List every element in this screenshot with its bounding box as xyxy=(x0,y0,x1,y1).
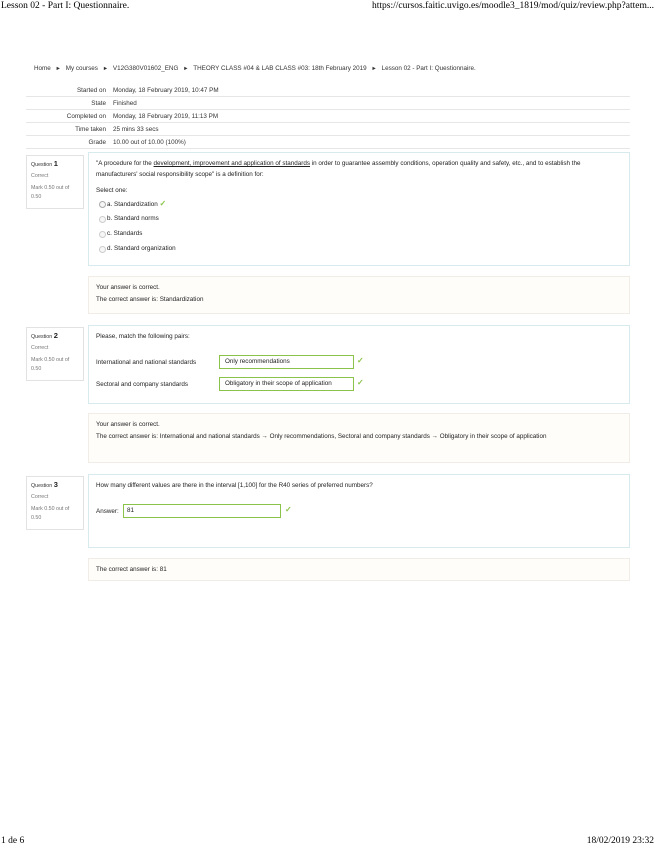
feedback-line: Your answer is correct. xyxy=(96,421,160,428)
print-datetime: 18/02/2019 23:32 xyxy=(586,836,654,846)
summary-row xyxy=(26,136,630,149)
breadcrumb-quiz[interactable]: Lesson 02 - Part I: Questionnaire. xyxy=(381,65,476,72)
summary-key: Time taken xyxy=(26,123,113,136)
summary-row xyxy=(26,110,630,123)
match-left: Sectoral and company standards xyxy=(96,381,189,388)
match-pair-row xyxy=(89,353,629,375)
summary-row xyxy=(26,97,630,110)
question-mark: Mark 0.50 out of 0.50 xyxy=(31,357,70,372)
question-number xyxy=(31,331,79,340)
print-page-title: Lesson 02 - Part I: Questionnaire. xyxy=(1,1,130,11)
answer-option-a[interactable] xyxy=(89,196,629,211)
triangle-right-icon: ► xyxy=(371,66,377,72)
answer-input[interactable]: 81 xyxy=(123,504,281,518)
check-icon: ✓ xyxy=(285,505,292,514)
check-icon: ✓ xyxy=(159,199,167,208)
question-text: Please, match the following pairs: xyxy=(96,333,190,340)
answer-row xyxy=(89,502,629,524)
question-1-content xyxy=(88,152,630,266)
breadcrumb-home[interactable]: Home xyxy=(34,65,51,72)
answer-label: Answer: xyxy=(96,508,119,515)
match-select[interactable]: Obligatory in their scope of application xyxy=(219,377,354,391)
question-label: Question xyxy=(31,162,53,168)
breadcrumb-section[interactable]: THEORY CLASS #04 & LAB CLASS #03: 18th February 2019 xyxy=(193,65,367,72)
triangle-right-icon: ► xyxy=(102,66,109,72)
question-number xyxy=(31,159,79,168)
question-number-value: 3 xyxy=(53,480,58,489)
check-icon: ✓ xyxy=(357,356,364,365)
select-one-prompt: Select one: xyxy=(96,187,128,194)
check-icon: ✓ xyxy=(357,378,364,387)
correct-answer-line: The correct answer is: 81 xyxy=(96,566,167,573)
print-url: https://cursos.faitic.uvigo.es/moodle3_1819/mod/quiz/review.php?attem... xyxy=(372,1,654,11)
print-page-number: 1 de 6 xyxy=(1,836,25,846)
radio-button[interactable] xyxy=(99,231,106,238)
question-2-content xyxy=(88,325,630,404)
question-state: Correct xyxy=(31,494,49,500)
summary-value: Monday, 18 February 2019, 10:47 PM xyxy=(113,84,630,97)
question-2-feedback xyxy=(88,413,630,463)
question-2-info xyxy=(26,327,84,381)
question-label: Question xyxy=(31,334,53,340)
breadcrumb-my-courses[interactable]: My courses xyxy=(65,65,98,72)
option-label: b. Standard norms xyxy=(107,215,159,222)
question-3-info xyxy=(26,476,84,530)
question-text-part: in order to guarantee assembly conditions, operation quality and safety, etc., and to establish the manufacturers' social responsibility scope" is a definition for: xyxy=(96,160,581,178)
summary-value: 25 mins 33 secs xyxy=(113,123,630,136)
question-mark: Mark 0.50 out of 0.50 xyxy=(31,506,70,521)
match-select[interactable]: Only recommendations xyxy=(219,355,354,369)
answer-option-b[interactable] xyxy=(89,211,629,226)
question-state: Correct xyxy=(31,173,49,179)
option-label: c. Standards xyxy=(107,230,143,237)
option-label: d. Standard organization xyxy=(107,245,176,252)
attempt-summary-table xyxy=(26,84,630,149)
summary-key: State xyxy=(26,97,113,110)
summary-row xyxy=(26,123,630,136)
triangle-right-icon: ► xyxy=(55,66,61,72)
question-mark: Mark 0.50 out of 0.50 xyxy=(31,185,70,200)
question-text-underlined: development, improvement and application of standards xyxy=(153,160,311,167)
correct-answer-line: The correct answer is: Standardization xyxy=(96,296,204,303)
radio-button[interactable] xyxy=(99,201,106,208)
answer-option-d[interactable] xyxy=(89,241,629,256)
match-left: International and national standards xyxy=(96,359,197,366)
question-text: How many different values are there in the interval [1,100] for the R40 series of preferred numbers? xyxy=(96,482,373,489)
question-state: Correct xyxy=(31,345,49,351)
question-text xyxy=(89,153,629,185)
summary-key: Completed on xyxy=(26,110,113,123)
question-number-value: 1 xyxy=(53,159,58,168)
summary-value: Monday, 18 February 2019, 11:13 PM xyxy=(113,110,630,123)
summary-row xyxy=(26,84,630,97)
feedback-line: Your answer is correct. xyxy=(96,284,160,291)
print-header xyxy=(0,0,655,14)
answer-option-c[interactable] xyxy=(89,226,629,241)
correct-answer-line: The correct answer is: International and national standards → Only recommendations, Sectoral and company standards → Obligatory in their scope of application xyxy=(96,433,547,440)
question-1-info xyxy=(26,155,84,209)
breadcrumb-course[interactable]: V12G380V01602_ENG xyxy=(112,65,179,72)
summary-key: Grade xyxy=(26,136,113,149)
option-label: a. Standardization xyxy=(107,201,158,208)
question-number xyxy=(31,480,79,489)
question-number-value: 2 xyxy=(53,331,58,340)
match-pair-row xyxy=(89,375,629,397)
summary-key: Started on xyxy=(26,84,113,97)
print-footer xyxy=(0,834,655,848)
question-1-feedback xyxy=(88,276,630,314)
question-3-feedback xyxy=(88,558,630,581)
triangle-right-icon: ► xyxy=(183,66,189,72)
question-label: Question xyxy=(31,483,53,489)
question-3-content xyxy=(88,474,630,548)
summary-value: 10.00 out of 10.00 (100%) xyxy=(113,136,630,149)
summary-value: Finished xyxy=(113,97,630,110)
radio-button[interactable] xyxy=(99,216,106,223)
radio-button[interactable] xyxy=(99,246,106,253)
question-text-part: "A procedure for the xyxy=(96,160,154,167)
breadcrumb xyxy=(34,65,476,72)
